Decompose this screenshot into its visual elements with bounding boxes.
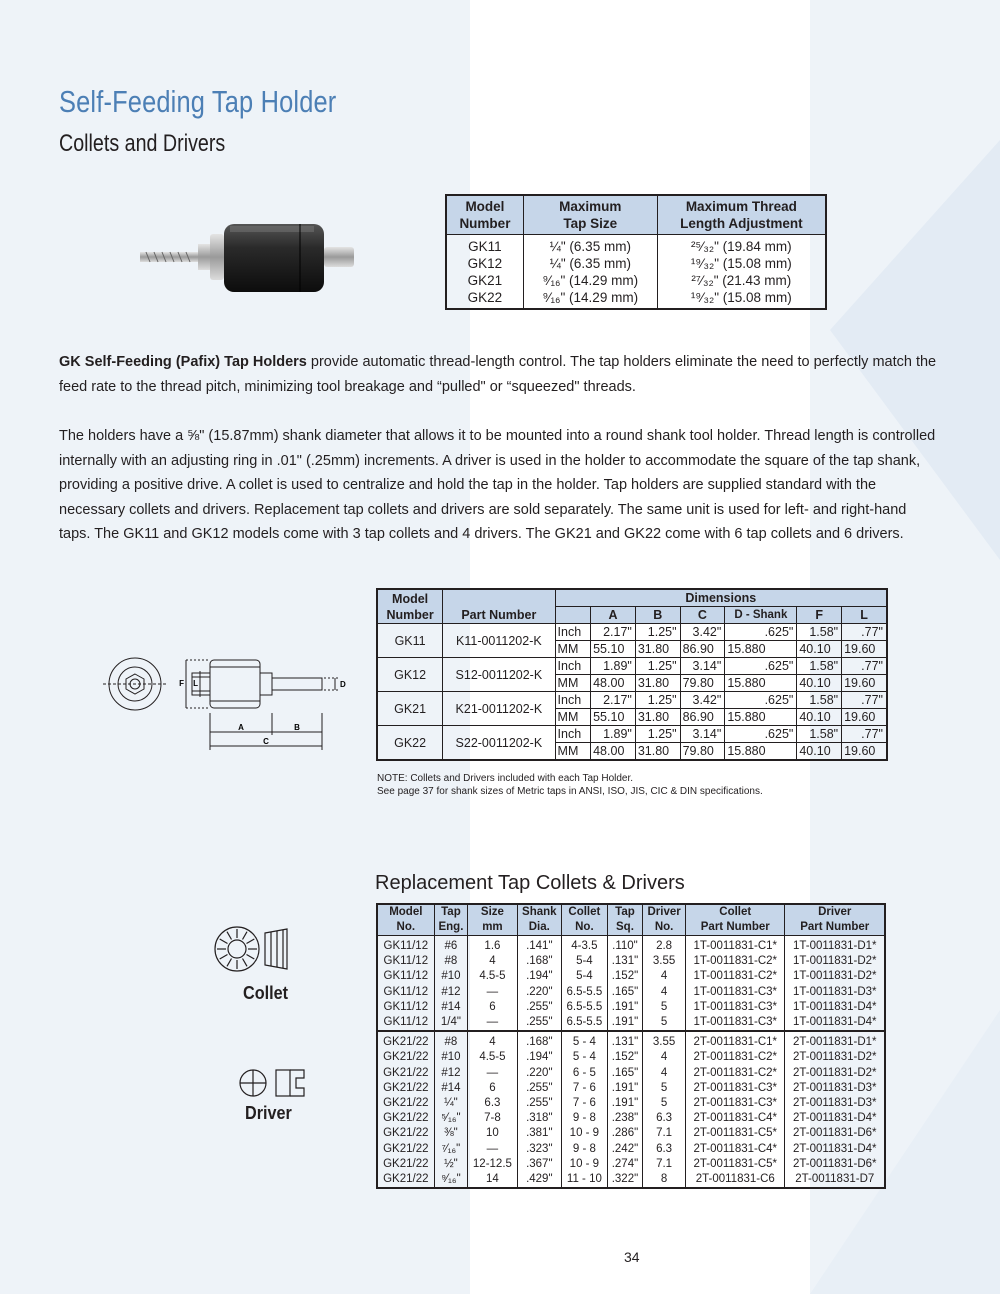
table-cell: 5 xyxy=(643,1015,686,1031)
table-cell: .255" xyxy=(517,1081,561,1096)
dimension-cell: 19.60 xyxy=(842,675,887,692)
table-cell: .194" xyxy=(517,969,561,984)
table-cell: .286" xyxy=(607,1126,642,1141)
table-cell: 2T-0011831-D2* xyxy=(785,1050,885,1065)
column-header: Driver No. xyxy=(643,904,686,936)
table-cell: .255" xyxy=(517,1096,561,1111)
table-cell: 2.8 xyxy=(643,936,686,955)
table-cell: 5 - 4 xyxy=(561,1031,607,1050)
table-cell: 6.5-5.5 xyxy=(561,1015,607,1031)
table-row xyxy=(377,985,885,1000)
table-cell: 2T-0011831-D3* xyxy=(785,1096,885,1111)
dimension-cell: 79.80 xyxy=(680,675,725,692)
table-row xyxy=(377,1096,885,1111)
dimension-cell: .77" xyxy=(842,624,887,641)
header-model-number: Model Number xyxy=(377,589,443,624)
dimension-cell: .77" xyxy=(842,658,887,675)
column-header: Collet No. xyxy=(561,904,607,936)
dimension-cell: 3.14" xyxy=(680,726,725,743)
dimension-cell: 15.880 xyxy=(725,641,797,658)
dimension-cell: 86.90 xyxy=(680,641,725,658)
table-cell: #14 xyxy=(434,1000,468,1015)
table-cell: 4 xyxy=(643,969,686,984)
table-cell: ⁹⁄₁₆" xyxy=(434,1172,468,1188)
table-cell: ¼" xyxy=(434,1096,468,1111)
table-cell: 2T-0011831-D7 xyxy=(785,1172,885,1188)
dimension-cell: 31.80 xyxy=(635,709,680,726)
table-cell: 3.55 xyxy=(643,954,686,969)
column-header: Tap Sq. xyxy=(607,904,642,936)
table-cell: 7.1 xyxy=(643,1157,686,1172)
table-row xyxy=(377,1031,885,1050)
dimension-cell: .77" xyxy=(842,692,887,709)
dimension-cell: 31.80 xyxy=(635,675,680,692)
header-col-c: C xyxy=(680,607,725,624)
dimension-cell: .625" xyxy=(725,624,797,641)
table-cell: 8 xyxy=(643,1172,686,1188)
header-dimensions: Dimensions xyxy=(555,589,887,607)
table-cell: .194" xyxy=(517,1050,561,1065)
unit-cell: MM xyxy=(555,675,591,692)
table-cell: #10 xyxy=(434,1050,468,1065)
dimension-cell: 3.42" xyxy=(680,624,725,641)
dimension-cell: 1.58" xyxy=(797,624,842,641)
table-cell: 2T-0011831-C5* xyxy=(686,1126,785,1141)
table-cell: .242" xyxy=(607,1142,642,1157)
table-cell: #6 xyxy=(434,936,468,955)
table-cell: 10 - 9 xyxy=(561,1157,607,1172)
table-cell: 6.3 xyxy=(643,1142,686,1157)
table-cell: GK21/22 xyxy=(377,1050,434,1065)
table-cell: 6 - 5 xyxy=(561,1066,607,1081)
dimension-cell: 1.58" xyxy=(797,658,842,675)
table-cell: 2T-0011831-C4* xyxy=(686,1111,785,1126)
table-cell: 12-12.5 xyxy=(468,1157,517,1172)
table-cell: ⁷⁄₁₆" xyxy=(434,1142,468,1157)
table-cell: GK21/22 xyxy=(377,1081,434,1096)
table-row xyxy=(377,726,887,743)
table-cell: 1.6 xyxy=(468,936,517,955)
dimension-cell: 1.58" xyxy=(797,726,842,743)
dimension-cell: 55.10 xyxy=(591,709,636,726)
dimension-cell: 2.17" xyxy=(591,692,636,709)
table-cell: .429" xyxy=(517,1172,561,1188)
table-cell: 14 xyxy=(468,1172,517,1188)
table-cell: GK11/12 xyxy=(377,969,434,984)
header-part-number: Part Number xyxy=(443,589,555,624)
table-cell: 5 xyxy=(643,1081,686,1096)
intro-paragraph: GK Self-Feeding (Pafix) Tap Holders provide automatic thread-length control. The tap holders eliminate the need to perfectly match the feed rate to the thread pitch, minimizing tool breakage and “pulled" or “squeezed" threads. xyxy=(59,354,937,395)
dimension-cell: 1.58" xyxy=(797,692,842,709)
table-row xyxy=(377,658,887,675)
table-row xyxy=(377,954,885,969)
table-cell: .367" xyxy=(517,1157,561,1172)
description-paragraph: The holders have a ⅝" (15.87mm) shank diameter that allows it to be mounted into a round shank tool holder. Thread length is controlled internally with an adjusting ring in .01" (.25mm) increments. A driver is used in the holder to accommodate the square of the tap shank, providing a positive drive. A collet is used to centralize and hold the tap in the holder. Tap holders are supplied standard with the necessary collets and drivers. Replacement tap collets and drivers are sold separately. The same unit is used for left- and right-hand taps. The GK11 and GK12 models come with 3 tap collets and 4 drivers. The GK21 and GK22 come with 6 tap collets and 6 drivers. xyxy=(59,428,936,542)
table-cell: .322" xyxy=(607,1172,642,1188)
table-row xyxy=(377,1050,885,1065)
header-col-b: B xyxy=(635,607,680,624)
page-title: Self-Feeding Tap Holder xyxy=(59,84,337,119)
table-cell: .323" xyxy=(517,1142,561,1157)
table-cell: 1T-0011831-C3* xyxy=(686,1000,785,1015)
table-cell: 1T-0011831-C2* xyxy=(686,969,785,984)
unit-cell: MM xyxy=(555,743,591,761)
unit-cell: Inch xyxy=(555,658,591,675)
table-cell: 1T-0011831-C2* xyxy=(686,954,785,969)
table-cell: 4 xyxy=(468,954,517,969)
dimension-cell: 1.89" xyxy=(591,658,636,675)
table-row: GK21 ⁹⁄₁₆" (14.29 mm) ²⁷⁄₃₂" (21.43 mm) xyxy=(446,272,826,289)
table-cell: — xyxy=(468,1015,517,1031)
table-cell: GK11/12 xyxy=(377,1000,434,1015)
tap-holder-photo xyxy=(140,214,355,304)
table-cell: 2T-0011831-C3* xyxy=(686,1081,785,1096)
table-cell: 10 - 9 xyxy=(561,1126,607,1141)
table-cell: .141" xyxy=(517,936,561,955)
table-row xyxy=(377,1015,885,1031)
table-cell: 7.1 xyxy=(643,1126,686,1141)
table-cell: GK21/22 xyxy=(377,1142,434,1157)
table-cell: 3.55 xyxy=(643,1031,686,1050)
table-cell: 2T-0011831-D6* xyxy=(785,1157,885,1172)
table-cell: 1T-0011831-D4* xyxy=(785,1000,885,1015)
model-cell: GK12 xyxy=(377,658,443,692)
table-cell: 4-3.5 xyxy=(561,936,607,955)
table-cell: .152" xyxy=(607,1050,642,1065)
table-cell: .168" xyxy=(517,1031,561,1050)
dimension-cell: 3.42" xyxy=(680,692,725,709)
header-col-l: L xyxy=(842,607,887,624)
table-cell: 1/4" xyxy=(434,1015,468,1031)
table-cell: GK21/22 xyxy=(377,1126,434,1141)
driver-label: Driver xyxy=(245,1103,292,1123)
column-header: Size mm xyxy=(468,904,517,936)
unit-cell: Inch xyxy=(555,726,591,743)
dimension-cell: 48.00 xyxy=(591,743,636,761)
dimension-cell: .625" xyxy=(725,658,797,675)
driver-illustration xyxy=(238,1066,308,1100)
dimension-cell: 19.60 xyxy=(842,641,887,658)
table-cell: #10 xyxy=(434,969,468,984)
table-cell: 6.3 xyxy=(468,1096,517,1111)
unit-cell: Inch xyxy=(555,624,591,641)
dimension-cell: 2.17" xyxy=(591,624,636,641)
header-col-a: A xyxy=(591,607,636,624)
table-cell: .152" xyxy=(607,969,642,984)
page-number: 34 xyxy=(624,1249,640,1265)
table-cell: .191" xyxy=(607,1015,642,1031)
dim-label-b: B xyxy=(294,723,300,732)
table-cell: 1T-0011831-D2* xyxy=(785,954,885,969)
dimension-cell: 40.10 xyxy=(797,743,842,761)
table-cell: .255" xyxy=(517,1015,561,1031)
table-cell: GK21/22 xyxy=(377,1111,434,1126)
table-row: GK22 ⁹⁄₁₆" (14.29 mm) ¹⁹⁄₃₂" (15.08 mm) xyxy=(446,289,826,309)
table-cell: 7 - 6 xyxy=(561,1096,607,1111)
table-cell: .131" xyxy=(607,1031,642,1050)
table-cell: 1T-0011831-D4* xyxy=(785,1015,885,1031)
table-cell: — xyxy=(468,1066,517,1081)
table-cell: .110" xyxy=(607,936,642,955)
dimension-cell: 19.60 xyxy=(842,743,887,761)
table-cell: 9 - 8 xyxy=(561,1142,607,1157)
table-cell: GK11/12 xyxy=(377,936,434,955)
table-cell: 7-8 xyxy=(468,1111,517,1126)
table-cell: #8 xyxy=(434,1031,468,1050)
table-cell: 6.3 xyxy=(643,1111,686,1126)
table-cell: 5-4 xyxy=(561,954,607,969)
table-cell: — xyxy=(468,1142,517,1157)
table-cell: 2T-0011831-D6* xyxy=(785,1126,885,1141)
dimension-diagram xyxy=(100,655,345,755)
table-cell: 5 xyxy=(643,1000,686,1015)
table-cell: 6 xyxy=(468,1081,517,1096)
table-cell: 4 xyxy=(643,1066,686,1081)
table-cell: .191" xyxy=(607,1096,642,1111)
table-row xyxy=(377,692,887,709)
dimension-cell: 40.10 xyxy=(797,709,842,726)
dimension-cell: 55.10 xyxy=(591,641,636,658)
table-row xyxy=(377,1172,885,1188)
dimensions-table xyxy=(376,588,888,761)
table-notes xyxy=(377,772,763,798)
header-col-d-shank: D - Shank xyxy=(725,607,797,624)
table-cell: 1T-0011831-D3* xyxy=(785,985,885,1000)
header-max-tap-size: Maximum Tap Size xyxy=(523,195,657,235)
replacement-parts-table xyxy=(376,903,886,1189)
column-header: Shank Dia. xyxy=(517,904,561,936)
dimension-cell: .77" xyxy=(842,726,887,743)
table-cell: 2T-0011831-C1* xyxy=(686,1031,785,1050)
table-cell: .131" xyxy=(607,954,642,969)
table-row xyxy=(377,1081,885,1096)
table-cell: .165" xyxy=(607,1066,642,1081)
part-number-cell: K11-0011202-K xyxy=(443,624,555,658)
unit-cell: MM xyxy=(555,709,591,726)
table-cell: 2T-0011831-C2* xyxy=(686,1050,785,1065)
table-cell: 1T-0011831-C3* xyxy=(686,1015,785,1031)
table-cell: 2T-0011831-C3* xyxy=(686,1096,785,1111)
table-cell: .220" xyxy=(517,1066,561,1081)
table-cell: 6 xyxy=(468,1000,517,1015)
table-cell: .318" xyxy=(517,1111,561,1126)
table-row: GK12 ¼" (6.35 mm) ¹⁹⁄₃₂" (15.08 mm) xyxy=(446,255,826,272)
dimension-cell: 1.25" xyxy=(635,726,680,743)
dimension-cell: 15.880 xyxy=(725,675,797,692)
dimension-cell: 1.25" xyxy=(635,624,680,641)
collet-illustration xyxy=(213,925,293,977)
table-cell: .191" xyxy=(607,1000,642,1015)
model-cell: GK21 xyxy=(377,692,443,726)
table-cell: 5-4 xyxy=(561,969,607,984)
dimension-cell: 1.25" xyxy=(635,692,680,709)
table-cell: .165" xyxy=(607,985,642,1000)
table-cell: 11 - 10 xyxy=(561,1172,607,1188)
table-cell: ⅜" xyxy=(434,1126,468,1141)
table-row xyxy=(377,1126,885,1141)
table-cell: 1T-0011831-C3* xyxy=(686,985,785,1000)
table-cell: 1T-0011831-D1* xyxy=(785,936,885,955)
dimension-cell: 79.80 xyxy=(680,743,725,761)
table-cell: .255" xyxy=(517,1000,561,1015)
dimension-cell: 48.00 xyxy=(591,675,636,692)
table-cell: 6.5-5.5 xyxy=(561,1000,607,1015)
dim-label-a: A xyxy=(238,723,244,732)
table-cell: 2T-0011831-C4* xyxy=(686,1142,785,1157)
table-cell: 2T-0011831-C2* xyxy=(686,1066,785,1081)
replacement-section-title: Replacement Tap Collets & Drivers xyxy=(375,872,685,894)
unit-cell: MM xyxy=(555,641,591,658)
table-cell: 2T-0011831-C6 xyxy=(686,1172,785,1188)
table-cell: 1T-0011831-C1* xyxy=(686,936,785,955)
table-row xyxy=(377,1066,885,1081)
table-cell: .220" xyxy=(517,985,561,1000)
unit-cell: Inch xyxy=(555,692,591,709)
table-cell: ⁵⁄₁₆" xyxy=(434,1111,468,1126)
table-cell: #12 xyxy=(434,985,468,1000)
table-cell: 2T-0011831-D3* xyxy=(785,1081,885,1096)
column-header: Driver Part Number xyxy=(785,904,885,936)
dimension-cell: 15.880 xyxy=(725,743,797,761)
table-cell: 7 - 6 xyxy=(561,1081,607,1096)
dimension-cell: 31.80 xyxy=(635,743,680,761)
dimension-cell: 31.80 xyxy=(635,641,680,658)
dimension-cell: 1.89" xyxy=(591,726,636,743)
table-cell: — xyxy=(468,985,517,1000)
table-cell: #14 xyxy=(434,1081,468,1096)
table-cell: GK21/22 xyxy=(377,1096,434,1111)
dim-label-c: C xyxy=(263,737,269,746)
table-cell: .274" xyxy=(607,1157,642,1172)
table-cell: 2T-0011831-C5* xyxy=(686,1157,785,1172)
dimension-cell: 40.10 xyxy=(797,675,842,692)
dimension-cell: 86.90 xyxy=(680,709,725,726)
table-row xyxy=(377,969,885,984)
table-cell: 6.5-5.5 xyxy=(561,985,607,1000)
table-cell: GK11/12 xyxy=(377,1015,434,1031)
table-cell: GK11/12 xyxy=(377,954,434,969)
column-header: Collet Part Number xyxy=(686,904,785,936)
table-row xyxy=(377,624,887,641)
dimension-cell: 40.10 xyxy=(797,641,842,658)
note-line: See page 37 for shank sizes of Metric taps in ANSI, ISO, JIS, CIC & DIN specifications. xyxy=(377,786,763,797)
header-max-thread-length: Maximum Thread Length Adjustment xyxy=(657,195,826,235)
table-cell: 2T-0011831-D4* xyxy=(785,1111,885,1126)
table-cell: GK21/22 xyxy=(377,1031,434,1050)
table-cell: 2T-0011831-D2* xyxy=(785,1066,885,1081)
dimension-cell: 3.14" xyxy=(680,658,725,675)
part-number-cell: S22-0011202-K xyxy=(443,726,555,761)
column-header: Tap Eng. xyxy=(434,904,468,936)
table-cell: 4 xyxy=(468,1031,517,1050)
table-cell: .168" xyxy=(517,954,561,969)
note-line: NOTE: Collets and Drivers included with each Tap Holder. xyxy=(377,773,634,784)
table-cell: .238" xyxy=(607,1111,642,1126)
table-row xyxy=(377,1157,885,1172)
table-cell: 2T-0011831-D4* xyxy=(785,1142,885,1157)
part-number-cell: K21-0011202-K xyxy=(443,692,555,726)
table-row: GK11 ¼" (6.35 mm) ²⁵⁄₃₂" (19.84 mm) xyxy=(446,235,826,256)
dimension-cell: 19.60 xyxy=(842,709,887,726)
dim-label-d: D xyxy=(340,680,346,689)
table-cell: 1T-0011831-D2* xyxy=(785,969,885,984)
tap-size-spec-table xyxy=(445,194,827,310)
dimension-cell: 15.880 xyxy=(725,709,797,726)
table-cell: .191" xyxy=(607,1081,642,1096)
table-row xyxy=(377,1111,885,1126)
table-row xyxy=(377,936,885,955)
table-cell: 5 - 4 xyxy=(561,1050,607,1065)
part-number-cell: S12-0011202-K xyxy=(443,658,555,692)
table-cell: GK11/12 xyxy=(377,985,434,1000)
model-cell: GK22 xyxy=(377,726,443,761)
model-cell: GK11 xyxy=(377,624,443,658)
column-header: Model No. xyxy=(377,904,434,936)
header-col-f: F xyxy=(797,607,842,624)
table-row xyxy=(377,1000,885,1015)
table-cell: 2T-0011831-D1* xyxy=(785,1031,885,1050)
dim-label-l: L xyxy=(193,679,198,688)
table-cell: #12 xyxy=(434,1066,468,1081)
table-cell: #8 xyxy=(434,954,468,969)
collet-label: Collet xyxy=(243,983,289,1003)
table-cell: 4 xyxy=(643,1050,686,1065)
table-cell: GK21/22 xyxy=(377,1066,434,1081)
dimension-cell: 1.25" xyxy=(635,658,680,675)
table-cell: 4.5-5 xyxy=(468,969,517,984)
table-cell: 4.5-5 xyxy=(468,1050,517,1065)
table-cell: .381" xyxy=(517,1126,561,1141)
page-subtitle: Collets and Drivers xyxy=(59,130,226,157)
table-cell: 4 xyxy=(643,985,686,1000)
table-cell: 10 xyxy=(468,1126,517,1141)
table-row xyxy=(377,1142,885,1157)
table-cell: ½" xyxy=(434,1157,468,1172)
dimension-cell: .625" xyxy=(725,692,797,709)
dim-label-f: F xyxy=(179,679,184,688)
table-cell: GK21/22 xyxy=(377,1172,434,1188)
table-cell: GK21/22 xyxy=(377,1157,434,1172)
table-cell: 5 xyxy=(643,1096,686,1111)
dimension-cell: .625" xyxy=(725,726,797,743)
header-model-number: Model Number xyxy=(446,195,523,235)
table-cell: 9 - 8 xyxy=(561,1111,607,1126)
